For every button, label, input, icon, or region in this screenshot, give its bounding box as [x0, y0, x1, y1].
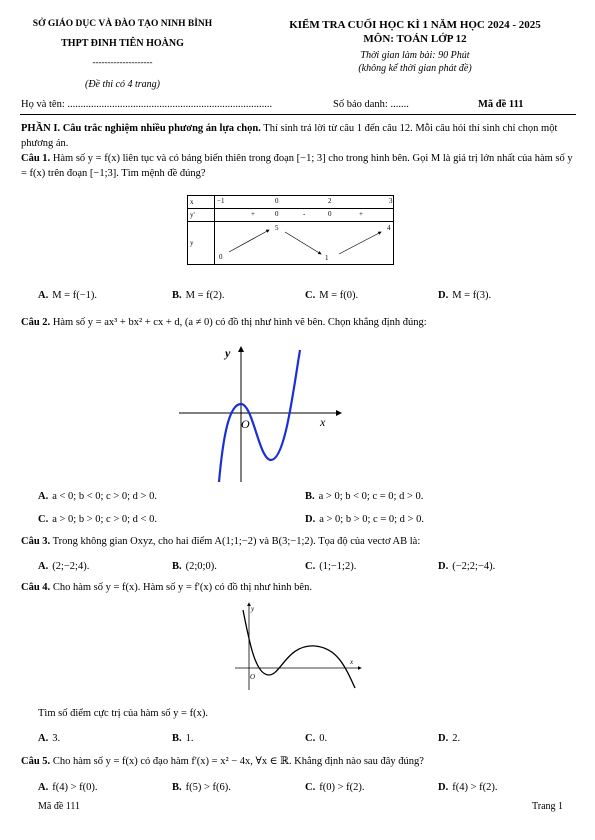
vt-x-3: 3 — [389, 197, 393, 205]
question-4-text: Cho hàm số y = f(x). Hàm số y = f'(x) có đồ thị như hình bên. — [50, 582, 312, 593]
vt-y-3: 4 — [387, 224, 391, 232]
q1-option-a[interactable]: A. M = f(−1). — [38, 290, 98, 301]
question-3-text: Trong không gian Oxyz, cho hai điểm A(1;1;−2) và B(3;−1;2). Tọa độ của vectơ AB là: — [50, 536, 421, 547]
question-4-number: Câu 4. — [21, 582, 51, 593]
q2-option-a[interactable]: A. a < 0; b < 0; c > 0; d > 0. — [38, 491, 157, 502]
q4-curve — [243, 610, 355, 688]
header-divider — [20, 114, 576, 115]
question-5-text: Cho hàm số y = f(x) có đạo hàm f'(x) = x² − 4x, ∀x ∈ ℝ. Khẳng định nào sau đây đúng? — [50, 756, 424, 767]
vt-y-1: 5 — [275, 224, 279, 232]
vt-x-2: 2 — [328, 197, 332, 205]
q4-derivative-graph — [233, 600, 365, 692]
q5-option-c[interactable]: C. f(0) > f(2). — [305, 782, 365, 793]
question-1-text: Hàm số y = f(x) liên tục và có bảng biến thiên trong đoạn [−1; 3] cho trong hình bên. Gọi M là giá trị lớn nhất của hàm số y = f(x) trên đoạn [−1;3]. Tìm mệnh đề đúng? — [21, 153, 573, 179]
q1-option-b[interactable]: B. M = f(2). — [172, 290, 225, 301]
q2-option-d[interactable]: D. a > 0; b > 0; c = 0; d > 0. — [305, 514, 424, 525]
question-1 — [21, 151, 576, 181]
part1-instructions — [21, 121, 576, 151]
vt-sign-3: 0 — [328, 210, 332, 218]
vt-x-1: 0 — [275, 197, 279, 205]
question-2-number: Câu 2. — [21, 317, 51, 328]
part1-desc: Thí sinh trả lời từ câu 1 đến câu 12. Mỗi câu hỏi thí sinh chỉ chọn một phương án. — [21, 123, 558, 149]
question-1-number: Câu 1. — [21, 153, 51, 164]
q2-option-c[interactable]: C. a > 0; b > 0; c > 0; d < 0. — [38, 514, 157, 525]
vt-sign-0: + — [251, 210, 255, 218]
vt-y-2: 1 — [325, 254, 329, 262]
header-dashes: -------------------- — [92, 57, 153, 67]
dept-name: SỞ GIÁO DỤC VÀ ĐÀO TẠO NINH BÌNH — [32, 19, 213, 29]
q2-y-label: y — [225, 346, 231, 360]
pages-note: (Đề thi có 4 trang) — [85, 79, 160, 90]
q2-curve — [219, 350, 300, 482]
q2-cubic-graph — [175, 342, 345, 484]
question-2-text: Hàm số y = ax³ + bx² + cx + d, (a ≠ 0) có đồ thị như hình vẽ bên. Chọn khẳng định đúng: — [50, 317, 427, 328]
q4-x-label: x — [350, 658, 354, 666]
q5-option-d[interactable]: D. f(4) > f(2). — [438, 782, 498, 793]
vt-arrows — [215, 222, 398, 264]
vt-arrow-down — [285, 232, 321, 254]
q2-option-b[interactable]: B. a > 0; b < 0; c = 0; d > 0. — [305, 491, 424, 502]
time-limit: Thời gian làm bài: 90 Phút — [360, 50, 470, 61]
school-name: THPT ĐINH TIÊN HOÀNG — [61, 38, 184, 49]
q4-origin-label: O — [250, 673, 256, 681]
vt-sign-2: - — [303, 210, 306, 218]
vt-arrow-up-2 — [339, 232, 381, 254]
q2-x-label: x — [320, 415, 326, 429]
vt-yp-label: y' — [188, 209, 215, 222]
question-4-subtext: Tìm số điểm cực trị của hàm số y = f(x). — [38, 708, 208, 719]
vt-x-label: x — [188, 196, 215, 209]
question-5-number: Câu 5. — [21, 756, 51, 767]
vt-y-row — [215, 222, 394, 265]
part1-title: PHẦN I. Câu trắc nghiệm nhiều phương án lựa chọn. — [21, 123, 261, 134]
q3-option-b[interactable]: B. (2;0;0). — [172, 561, 217, 572]
vt-arrow-up-1 — [229, 230, 269, 252]
vt-sign-row — [215, 209, 394, 222]
vt-sign-4: + — [359, 210, 363, 218]
q1-option-c[interactable]: C. M = f(0). — [305, 290, 359, 301]
q5-option-a[interactable]: A. f(4) > f(0). — [38, 782, 98, 793]
q4-option-a[interactable]: A. 3. — [38, 733, 61, 744]
time-note: (không kể thời gian phát đề) — [358, 63, 472, 74]
footer-page-number: Trang 1 — [532, 801, 564, 812]
vt-y-0: 0 — [219, 253, 223, 261]
question-3 — [21, 534, 576, 549]
question-3-number: Câu 3. — [21, 536, 51, 547]
q3-option-a[interactable]: A. (2;−2;4). — [38, 561, 90, 572]
q5-option-b[interactable]: B. f(5) > f(6). — [172, 782, 231, 793]
vt-x-row — [215, 196, 394, 209]
variation-table — [187, 195, 394, 265]
q3-option-d[interactable]: D. (−2;2;−4). — [438, 561, 496, 572]
vt-sign-1: 0 — [275, 210, 279, 218]
question-5 — [21, 754, 576, 769]
q4-option-b[interactable]: B. 1. — [172, 733, 194, 744]
vt-x-0: −1 — [217, 197, 225, 205]
exam-code: Mã đề 111 — [478, 99, 524, 110]
q4-y-label: y — [251, 605, 255, 613]
question-4 — [21, 580, 576, 595]
q4-option-c[interactable]: C. 0. — [305, 733, 328, 744]
question-2 — [21, 315, 576, 330]
q3-option-c[interactable]: C. (1;−1;2). — [305, 561, 357, 572]
q2-origin-label: O — [241, 417, 250, 431]
q1-option-d[interactable]: D. M = f(3). — [438, 290, 492, 301]
exam-title: KIỂM TRA CUỐI HỌC KÌ 1 NĂM HỌC 2024 - 2025 — [289, 19, 541, 31]
vt-y-label: y — [188, 222, 215, 265]
q4-option-d[interactable]: D. 2. — [438, 733, 461, 744]
student-id-field: Số báo danh: ....... — [333, 99, 409, 110]
subject: MÔN: TOÁN LỚP 12 — [363, 33, 467, 45]
footer-exam-code: Mã đề 111 — [38, 801, 81, 812]
student-name-field: Họ và tên: .............................................................................. — [21, 99, 273, 110]
